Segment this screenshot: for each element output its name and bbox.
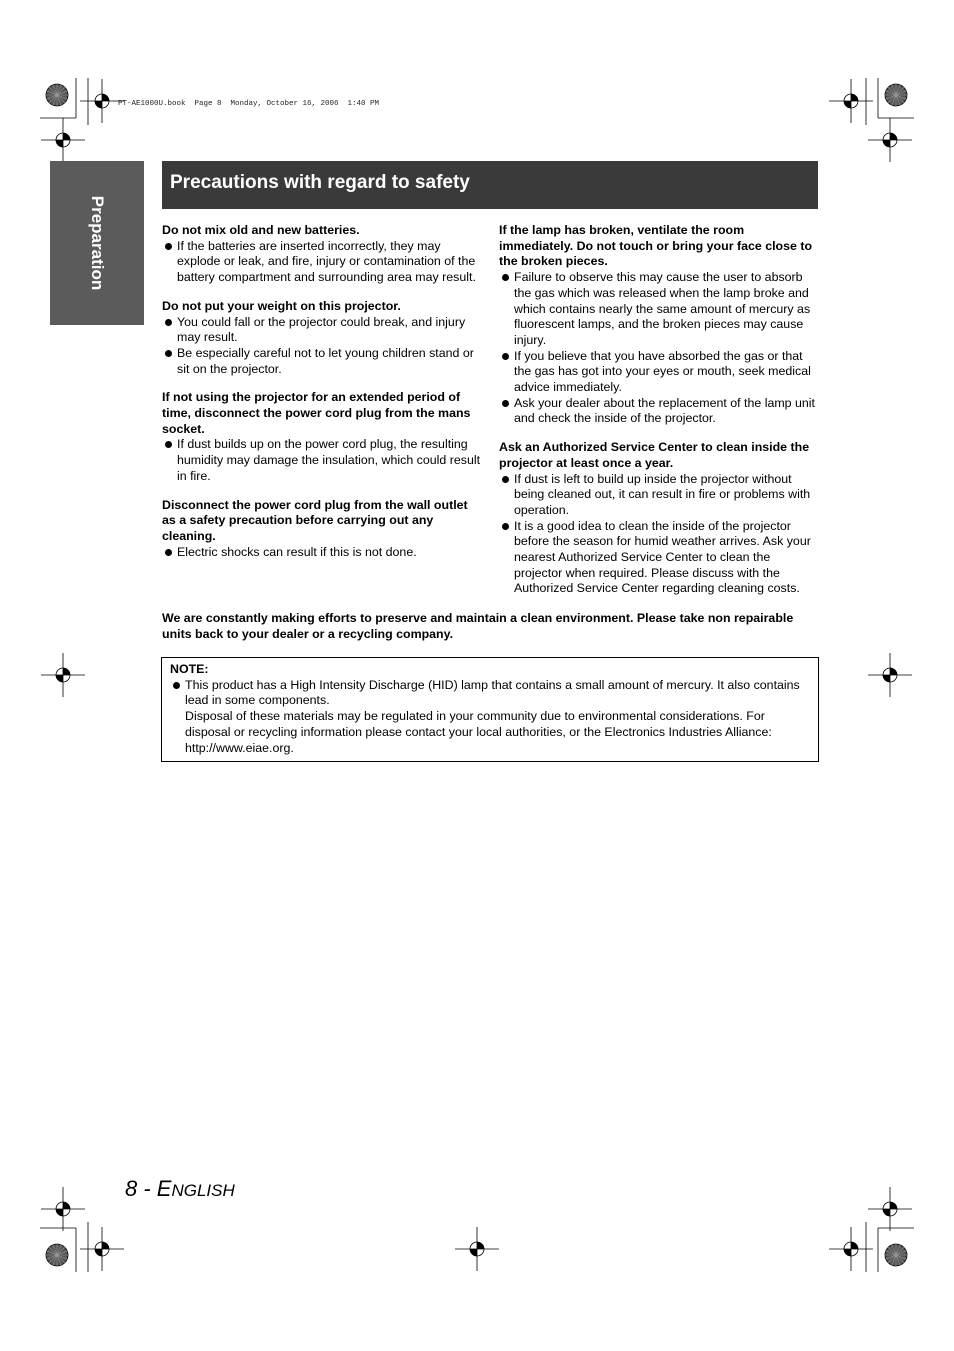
bullet-list bbox=[499, 472, 819, 598]
section-weight bbox=[162, 299, 482, 378]
title-bar bbox=[162, 161, 818, 209]
page-number-suffix: NGLISH bbox=[171, 1181, 235, 1200]
note-bullet: This product has a High Intensity Discharge (HID) lamp that contains a small amount of mercury. It also contains lead in some components. bbox=[170, 678, 810, 709]
list-item: Electric shocks can result if this is not done. bbox=[162, 545, 482, 561]
page-number bbox=[125, 1176, 235, 1202]
file-header: PT-AE1000U.book Page 8 Monday, October 16, 2006 1:40 PM bbox=[118, 100, 380, 108]
right-column bbox=[499, 223, 819, 610]
environment-note: We are constantly making efforts to preserve and maintain a clean environment. Please take non repairable units back to your dealer or a recycling company. bbox=[162, 611, 794, 641]
note-label: NOTE: bbox=[170, 662, 209, 676]
list-item: If the batteries are inserted incorrectly, they may explode or leak, and fire, injury or contamination of the battery compartment and surrounding area may result. bbox=[162, 239, 482, 286]
page-title: Precautions with regard to safety bbox=[170, 172, 470, 193]
bullet-list bbox=[162, 315, 482, 378]
section-heading: If the lamp has broken, ventilate the room immediately. Do not touch or bring your face close to the broken pieces. bbox=[499, 223, 813, 269]
bullet-list bbox=[499, 270, 819, 427]
section-broken-lamp bbox=[499, 223, 819, 427]
section-heading: If not using the projector for an extended period of time, disconnect the power cord plug from the mans socket. bbox=[162, 390, 471, 436]
section-heading: Do not mix old and new batteries. bbox=[162, 223, 360, 237]
section-extended-period bbox=[162, 390, 482, 484]
section-heading: Disconnect the power cord plug from the wall outlet as a safety precaution before carrying out any cleaning. bbox=[162, 497, 468, 543]
page-number-prefix: 8 - E bbox=[125, 1176, 172, 1201]
left-column bbox=[162, 223, 482, 573]
section-service-center bbox=[499, 440, 819, 597]
section-heading: Do not put your weight on this projector. bbox=[162, 298, 401, 313]
note-continuation: Disposal of these materials may be regulated in your community due to environmental considerations. For disposal or recycling information please contact your local authorities, or the Electronics Industries Alliance: http://www.eiae.org. bbox=[185, 709, 772, 755]
bullet-list bbox=[162, 437, 482, 484]
list-item: Failure to observe this may cause the user to absorb the gas which was released when the lamp broke and which contains nearly the same amount of mercury as fluorescent lamps, and the broken pieces may cause injury. bbox=[499, 270, 819, 349]
bullet-list bbox=[162, 239, 482, 286]
side-tab bbox=[50, 161, 144, 325]
list-item: If dust builds up on the power cord plug, the resulting humidity may damage the insulation, which could result in fire. bbox=[162, 437, 482, 484]
section-batteries bbox=[162, 223, 482, 286]
bullet-list bbox=[162, 545, 482, 561]
note-box bbox=[161, 657, 819, 762]
list-item: You could fall or the projector could break, and injury may result. bbox=[162, 315, 482, 346]
side-tab-label: Preparation bbox=[88, 195, 107, 291]
list-item: If you believe that you have absorbed the gas or that the gas has got into your eyes or mouth, seek medical advice immediately. bbox=[499, 349, 819, 396]
section-heading: Ask an Authorized Service Center to clean inside the projector at least once a year. bbox=[499, 440, 810, 470]
list-item: Ask your dealer about the replacement of the lamp unit and check the inside of the projector. bbox=[499, 396, 819, 427]
list-item: If dust is left to build up inside the projector without being cleaned out, it can result in fire or problems with operation. bbox=[499, 472, 819, 519]
list-item: It is a good idea to clean the inside of the projector before the season for humid weather arrives. Ask your nearest Authorized Service Center to clean the projector when required. Please discuss with the Authorized Service Center regarding cleaning costs. bbox=[499, 519, 819, 598]
section-cleaning-disconnect bbox=[162, 498, 482, 561]
list-item: Be especially careful not to let young children stand or sit on the projector. bbox=[162, 346, 482, 377]
